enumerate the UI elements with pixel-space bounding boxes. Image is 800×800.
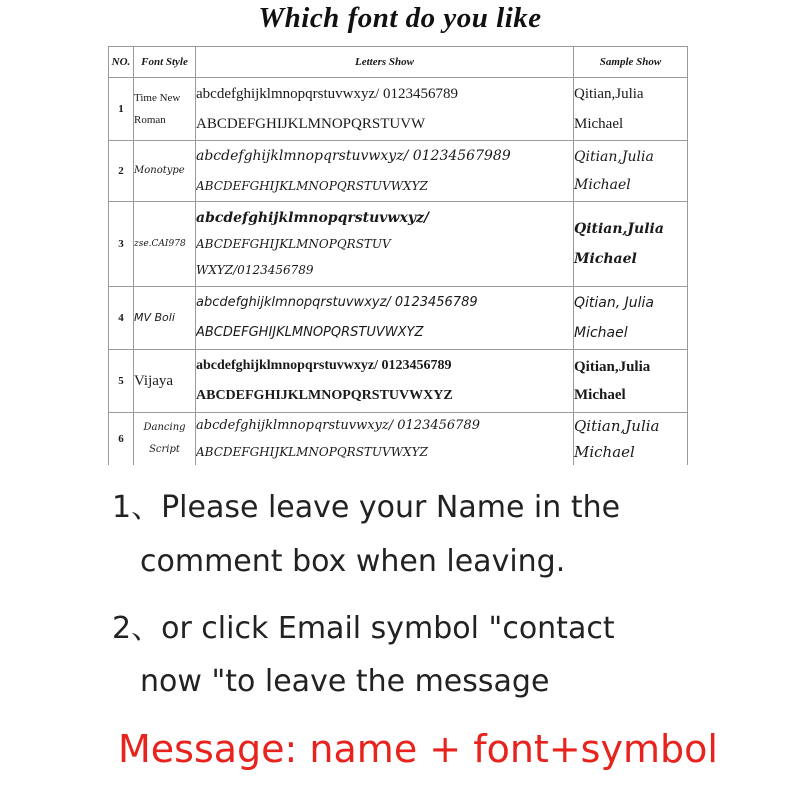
font-style-line: zse.CAI978	[134, 239, 186, 249]
letters-show	[196, 413, 574, 466]
row-number: 4	[109, 287, 134, 350]
letters-line: abcdefghijklmnopqrstuvwxyz/ 0123456789	[196, 86, 459, 102]
sample-show	[574, 287, 688, 350]
sample-line: Qitian,Julia	[574, 221, 664, 237]
letters-show	[196, 350, 574, 413]
letters-line: ABCDEFGHIJKLMNOPQRSTUVWXYZ	[196, 179, 428, 193]
letters-show	[196, 202, 574, 287]
table-row	[109, 350, 688, 413]
row-number: 6	[109, 413, 134, 466]
letters-line: abcdefghijklmnopqrstuvwxyz/	[196, 210, 430, 226]
font-style-line: Vijaya	[134, 373, 174, 389]
sample-line: Michael	[574, 443, 635, 461]
sample-line: Michael	[574, 387, 626, 403]
font-style-line: Dancing	[143, 422, 186, 433]
font-table	[108, 46, 688, 465]
sample-line: Qitian,Julia	[574, 417, 660, 435]
font-style-name	[134, 202, 196, 287]
row-number: 2	[109, 141, 134, 202]
font-style-name	[134, 78, 196, 141]
sample-line: Qitian,Julia	[574, 86, 644, 102]
header-no: NO.	[109, 47, 134, 78]
font-style-line: Script	[149, 444, 180, 455]
row-number: 5	[109, 350, 134, 413]
font-style-name	[134, 413, 196, 466]
letters-line: abcdefghijklmnopqrstuvwxyz/ 0123456789	[196, 295, 478, 310]
letters-line: ABCDEFGHIJKLMNOPQRSTUVWXYZ	[196, 325, 424, 340]
table-row	[109, 202, 688, 287]
message-plus: +	[548, 727, 581, 771]
instruction-line-4: now "to leave the message	[140, 664, 550, 699]
table-header-row	[109, 47, 688, 78]
sample-line: Michael	[574, 251, 637, 267]
header-letters-show: Letters Show	[196, 47, 574, 78]
letters-line: WXYZ/0123456789	[196, 263, 314, 277]
letters-line: abcdefghijklmnopqrstuvwxyz/ 0123456789	[196, 358, 452, 373]
header-font-style: Font Style	[134, 47, 196, 78]
letters-line: ABCDEFGHIJKLMNOPQRSTUVWXYZ	[196, 388, 453, 403]
table-row	[109, 413, 688, 466]
sample-show	[574, 141, 688, 202]
letters-line: ABCDEFGHIJKLMNOPQRSTUVWXYZ	[196, 445, 428, 459]
sample-line: Michael	[574, 177, 631, 193]
row-number: 3	[109, 202, 134, 287]
font-style-line: Time New	[134, 92, 181, 104]
message-symbol: symbol	[580, 727, 718, 771]
table-row	[109, 287, 688, 350]
letters-line: ABCDEFGHIJKLMNOPQRSTUVW	[196, 116, 426, 132]
sample-show	[574, 78, 688, 141]
instruction-line-1: 1、Please leave your Name in the	[112, 490, 621, 525]
page-title: Which font do you like	[258, 2, 542, 34]
sample-line: Qitian, Julia	[574, 295, 655, 311]
sample-show	[574, 350, 688, 413]
font-style-name	[134, 141, 196, 202]
sample-line: Qitian,Julia	[574, 359, 651, 375]
sample-line: Michael	[574, 116, 624, 132]
table-row	[109, 141, 688, 202]
sample-show	[574, 202, 688, 287]
sample-line: Michael	[574, 325, 628, 341]
message-label: Message: name + font	[118, 727, 549, 771]
font-style-name	[134, 350, 196, 413]
font-style-line: MV Boli	[134, 311, 175, 324]
letters-line: ABCDEFGHIJKLMNOPQRSTUV	[196, 237, 391, 251]
table-row	[109, 78, 688, 141]
instruction-line-3: 2、or click Email symbol "contact	[112, 611, 615, 646]
row-number: 1	[109, 78, 134, 141]
font-style-name	[134, 287, 196, 350]
sample-show	[574, 413, 688, 466]
header-sample-show: Sample Show	[574, 47, 688, 78]
message-format	[118, 727, 718, 771]
letters-show	[196, 78, 574, 141]
font-style-line: Monotype	[134, 165, 185, 176]
letters-show	[196, 287, 574, 350]
letters-show	[196, 141, 574, 202]
instruction-line-2: comment box when leaving.	[140, 544, 566, 579]
letters-line: abcdefghijklmnopqrstuvwxyz/ 0123456789	[196, 418, 480, 433]
font-style-line: Roman	[134, 114, 166, 126]
letters-line: abcdefghijklmnopqrstuvwxyz/ 01234567989	[196, 148, 511, 164]
sample-line: Qitian,Julia	[574, 149, 654, 165]
